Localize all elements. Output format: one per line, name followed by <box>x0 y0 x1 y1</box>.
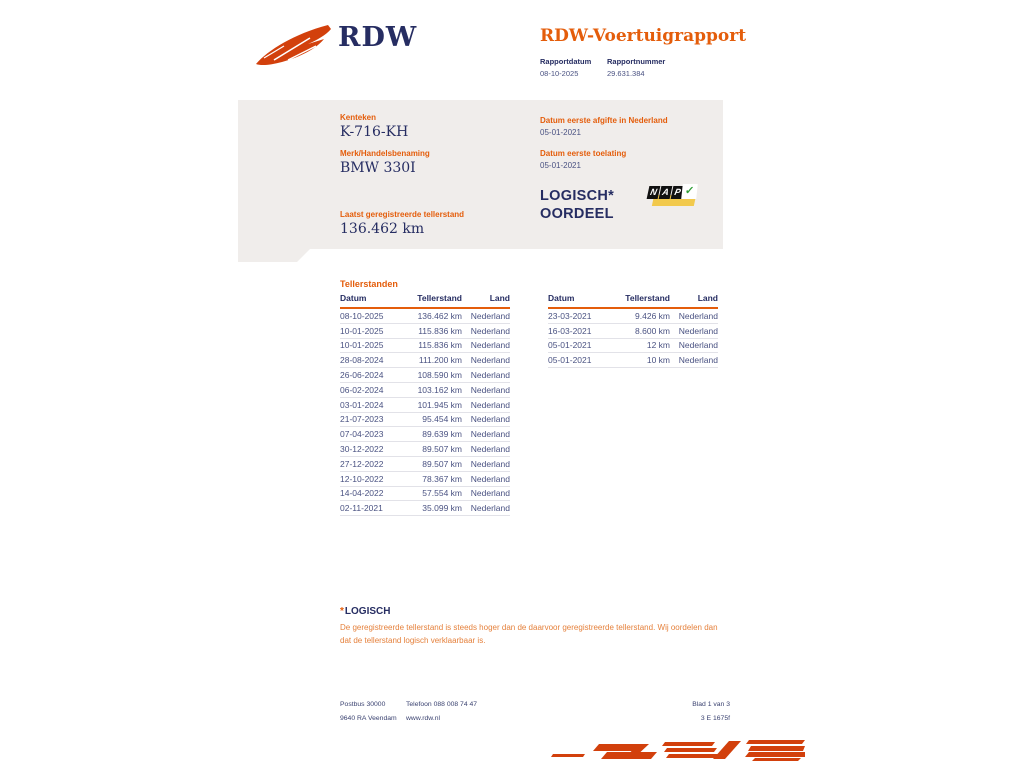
table-cell: 07-04-2023 <box>340 429 384 440</box>
table-header-row <box>340 291 510 309</box>
table-cell: Nederland <box>678 340 718 351</box>
col-header-land: Land <box>697 293 718 303</box>
toelating-value: 05-01-2021 <box>540 161 581 170</box>
afgifte-label: Datum eerste afgifte in Nederland <box>540 116 668 125</box>
table-row <box>548 339 718 354</box>
report-number-value: 29.631.384 <box>607 69 645 78</box>
table-cell: 08-10-2025 <box>340 310 384 321</box>
page-title: RDW-Voertuigrapport <box>540 26 747 46</box>
asterisk: * <box>340 606 344 617</box>
table-cell: 115.836 km <box>418 325 462 336</box>
table-cell: 108.590 km <box>417 370 462 381</box>
table-row <box>340 324 510 339</box>
table-cell: 95.454 km <box>422 414 462 425</box>
table-cell: 136.462 km <box>417 310 462 321</box>
footer-form-code: 3 E 1675f <box>700 715 730 722</box>
table-cell: 103.162 km <box>417 384 462 395</box>
oordeel-line1: LOGISCH* <box>540 188 615 204</box>
footer-contact <box>406 698 477 726</box>
footer-website: www.rdw.nl <box>406 715 440 722</box>
report-number-block <box>607 57 665 78</box>
table-cell: 89.639 km <box>422 429 462 440</box>
checkmark-icon: ✓ <box>684 185 695 197</box>
table-cell: 57.554 km <box>422 488 462 499</box>
table-cell: Nederland <box>470 503 510 514</box>
table-cell: 05-01-2021 <box>548 355 592 366</box>
table-cell: 14-04-2022 <box>340 488 384 499</box>
footer-page-info <box>630 698 730 726</box>
merk-block <box>340 149 430 176</box>
table-row <box>340 309 510 324</box>
table-cell: Nederland <box>470 340 510 351</box>
table-row <box>340 398 510 413</box>
kenteken-block <box>340 113 408 140</box>
table-row <box>340 368 510 383</box>
tellerstand-label: Laatst geregistreerde tellerstand <box>340 210 465 219</box>
table-cell: Nederland <box>470 370 510 381</box>
table-cell: 35.099 km <box>422 503 462 514</box>
panel-corner-tab <box>238 249 310 262</box>
afgifte-value: 05-01-2021 <box>540 128 581 137</box>
table-cell: Nederland <box>470 384 510 395</box>
table-row <box>548 309 718 324</box>
table-cell: Nederland <box>470 414 510 425</box>
tellerstanden-table-left <box>340 291 510 516</box>
afgifte-block <box>540 116 668 137</box>
table-cell: Nederland <box>470 488 510 499</box>
table-cell: Nederland <box>470 429 510 440</box>
table-cell: 12-10-2022 <box>340 473 384 484</box>
table-cell: 30-12-2022 <box>340 444 384 455</box>
merk-value: BMW 330I <box>340 160 416 176</box>
table-cell: 78.367 km <box>422 473 462 484</box>
tellerstanden-table-right <box>548 291 718 368</box>
report-date-value: 08-10-2025 <box>540 69 579 78</box>
table-cell: 101.945 km <box>417 399 462 410</box>
table-cell: Nederland <box>678 310 718 321</box>
footer-address-line2: 9640 RA Veendam <box>340 715 397 722</box>
table-cell: 111.200 km <box>418 355 462 366</box>
col-header-tellerstand: Tellerstand <box>417 293 462 303</box>
table-row <box>340 442 510 457</box>
table-row <box>340 383 510 398</box>
table-row <box>340 472 510 487</box>
footer-address <box>340 698 397 726</box>
col-header-datum: Datum <box>548 293 575 303</box>
footer-page-number: Blad 1 van 3 <box>692 701 730 708</box>
nap-letter-n: N <box>647 186 661 199</box>
table-cell: 89.507 km <box>422 458 462 469</box>
toelating-block <box>540 149 626 170</box>
table-body <box>340 309 510 516</box>
table-body <box>548 309 718 368</box>
nap-letter-a: A <box>659 186 673 199</box>
rdw-feather-icon <box>254 24 334 66</box>
report-date-label: Rapportdatum <box>540 57 592 66</box>
table-cell: Nederland <box>470 355 510 366</box>
table-cell: 27-12-2022 <box>340 458 384 469</box>
footer-phone: Telefoon 088 008 74 47 <box>406 701 478 708</box>
oordeel-line2: OORDEEL <box>540 206 614 222</box>
nap-letter-p: P <box>671 186 685 199</box>
logisch-heading-text: LOGISCH <box>344 606 391 617</box>
table-cell: 02-11-2021 <box>340 503 383 514</box>
tellerstand-value: 136.462 km <box>340 221 425 237</box>
footer-address-line1: Postbus 30000 <box>340 701 386 708</box>
table-row <box>340 339 510 354</box>
table-row <box>340 457 510 472</box>
table-header-row <box>548 291 718 309</box>
table-cell: 10-01-2025 <box>340 340 384 351</box>
table-cell: 89.507 km <box>422 444 462 455</box>
tellerstanden-title: Tellerstanden <box>340 279 398 289</box>
table-cell: 9.426 km <box>635 310 670 321</box>
report-date-block <box>540 57 591 78</box>
table-row <box>340 427 510 442</box>
table-row <box>548 353 718 368</box>
table-row <box>340 501 510 516</box>
table-cell: 16-03-2021 <box>548 325 592 336</box>
table-cell: Nederland <box>678 355 718 366</box>
table-cell: Nederland <box>470 458 510 469</box>
kenteken-label: Kenteken <box>340 113 377 122</box>
report-number-label: Rapportnummer <box>607 57 666 66</box>
merk-label: Merk/Handelsbenaming <box>340 149 430 158</box>
table-cell: 10 km <box>646 355 670 366</box>
table-cell: 23-03-2021 <box>548 310 592 321</box>
rdw-logo-text: RDW <box>338 22 418 53</box>
table-cell: 8.600 km <box>635 325 670 336</box>
table-cell: 06-02-2024 <box>340 384 384 395</box>
table-cell: Nederland <box>470 473 510 484</box>
col-header-tellerstand: Tellerstand <box>625 293 670 303</box>
table-row <box>340 413 510 428</box>
table-cell: 115.836 km <box>418 340 462 351</box>
kenteken-value: K-716-KH <box>340 124 409 140</box>
table-cell: Nederland <box>678 325 718 336</box>
explanation-line2: dat de tellerstand logisch verklaarbaar is. <box>340 636 486 645</box>
table-row <box>548 324 718 339</box>
table-row <box>340 353 510 368</box>
logisch-explanation <box>340 621 740 647</box>
table-cell: 05-01-2021 <box>548 340 592 351</box>
table-cell: 10-01-2025 <box>340 325 384 336</box>
table-cell: 03-01-2024 <box>340 399 384 410</box>
table-row <box>340 487 510 502</box>
tellerstand-block <box>340 210 464 237</box>
logisch-heading <box>340 606 390 617</box>
table-cell: 21-07-2023 <box>340 414 384 425</box>
footer-stripes-graphic <box>543 737 805 768</box>
table-cell: 12 km <box>646 340 670 351</box>
oordeel-text <box>540 187 614 223</box>
table-cell: Nederland <box>470 444 510 455</box>
col-header-land: Land <box>489 293 510 303</box>
toelating-label: Datum eerste toelating <box>540 149 627 158</box>
col-header-datum: Datum <box>340 293 367 303</box>
table-cell: Nederland <box>470 310 510 321</box>
table-cell: Nederland <box>470 325 510 336</box>
table-cell: 28-08-2024 <box>340 355 384 366</box>
table-cell: Nederland <box>470 399 510 410</box>
nap-logo <box>647 184 699 212</box>
table-cell: 26-06-2024 <box>340 370 384 381</box>
explanation-line1: De geregistreerde tellerstand is steeds hoger dan de daarvoor geregistreerde tellerstand. Wij oordelen dan <box>340 623 718 632</box>
